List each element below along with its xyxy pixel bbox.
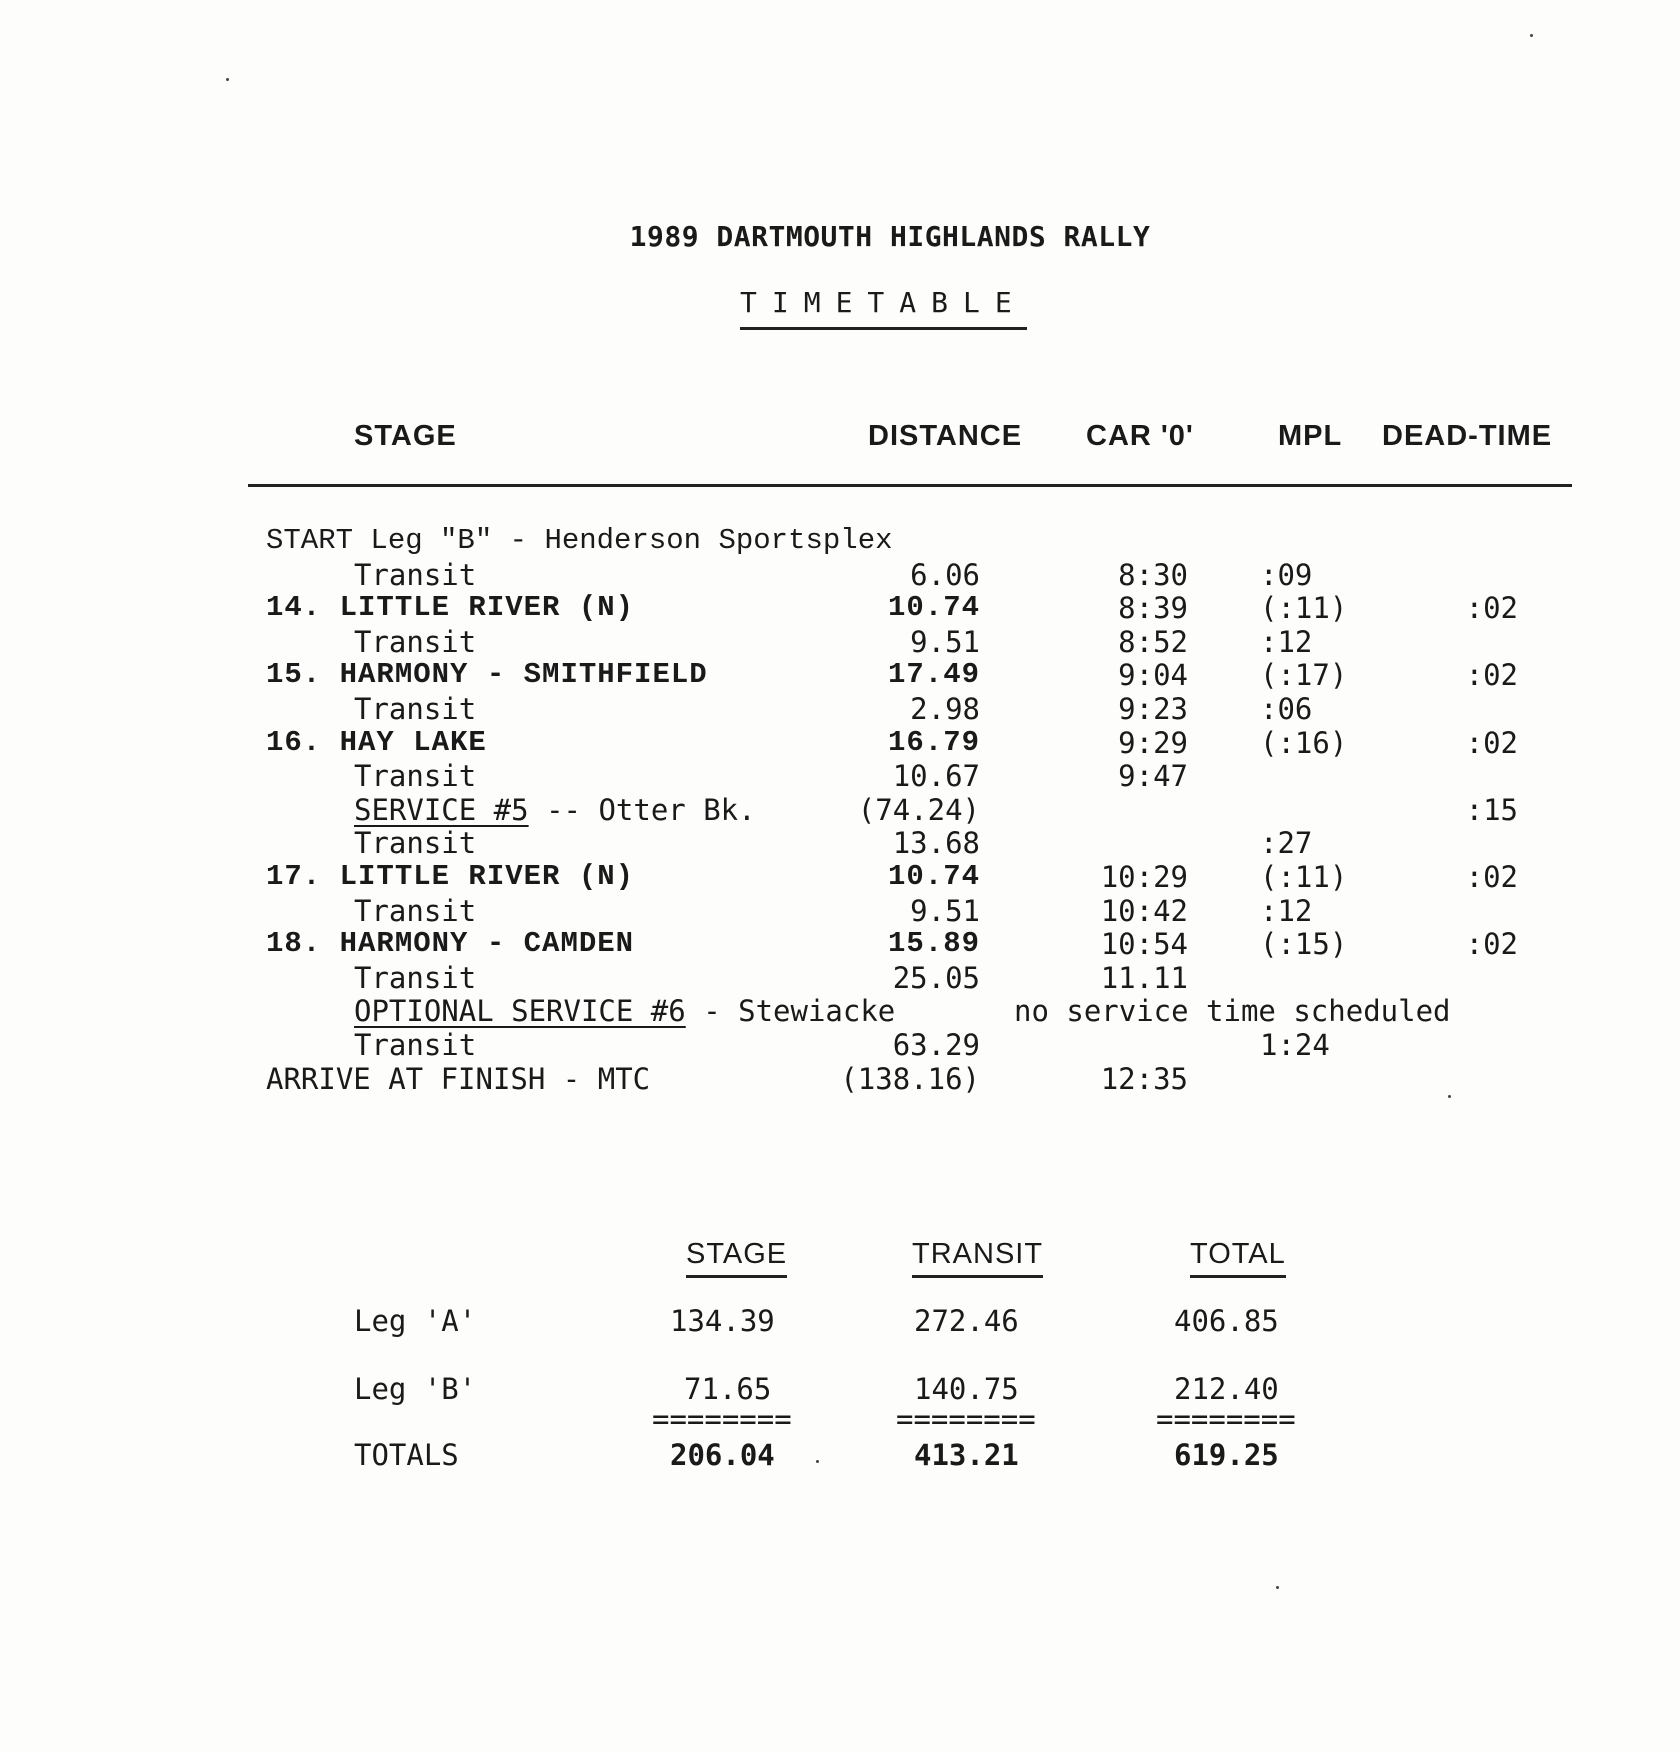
row-mpl: :06 xyxy=(1260,692,1313,726)
table-row xyxy=(0,658,1680,692)
summary-leg-a-transit: 272.46 xyxy=(914,1304,1019,1338)
row-dead-time: :02 xyxy=(1465,927,1518,961)
row-car0-time: 9:29 xyxy=(1118,726,1188,760)
col-header-dead-time: DEAD-TIME xyxy=(1382,420,1553,452)
service-label: SERVICE #5 xyxy=(354,793,529,827)
row-stage-name: 16. HAY LAKE xyxy=(266,726,487,759)
row-dead-time: :02 xyxy=(1465,591,1518,625)
row-mpl: :12 xyxy=(1260,625,1313,659)
row-stage-name: 17. LITTLE RIVER (N) xyxy=(266,860,635,893)
row-car0-time: 9:04 xyxy=(1118,658,1188,692)
row-distance: 10.74 xyxy=(887,591,980,624)
table-row xyxy=(0,524,1680,558)
row-car0-time: 8:30 xyxy=(1118,558,1188,592)
service-location: - Stewiacke xyxy=(685,994,896,1028)
col-header-mpl: MPL xyxy=(1278,420,1343,452)
table-row xyxy=(0,860,1680,894)
table-row xyxy=(0,826,1680,860)
row-mpl: :12 xyxy=(1260,894,1313,928)
summary-leg-a-total: 406.85 xyxy=(1174,1304,1279,1338)
row-distance: 10.67 xyxy=(892,759,980,793)
table-row xyxy=(0,1062,1680,1096)
row-stage-name: ARRIVE AT FINISH - MTC xyxy=(266,1062,651,1096)
row-car0-time: 10:54 xyxy=(1100,927,1188,961)
row-distance: (138.16) xyxy=(840,1062,980,1096)
header-rule xyxy=(248,484,1572,487)
row-distance: 63.29 xyxy=(892,1028,980,1062)
row-dead-time: :02 xyxy=(1465,658,1518,692)
table-row xyxy=(0,961,1680,995)
row-stage-name: 18. HARMONY - CAMDEN xyxy=(266,927,635,960)
table-row xyxy=(0,894,1680,928)
summary-leg-b-transit: 140.75 xyxy=(914,1372,1019,1406)
table-row xyxy=(0,994,1680,1028)
table-row xyxy=(0,591,1680,625)
row-distance: 2.98 xyxy=(910,692,980,726)
scan-speck xyxy=(1276,1586,1279,1589)
row-stage-name: Transit xyxy=(354,1028,477,1062)
row-mpl: (:15) xyxy=(1260,927,1348,961)
row-mpl: (:11) xyxy=(1260,591,1348,625)
row-stage-name xyxy=(354,994,895,1028)
summary-header-total: TOTAL xyxy=(1190,1238,1286,1278)
row-distance: 16.79 xyxy=(887,726,980,759)
row-car0-time: 9:47 xyxy=(1118,759,1188,793)
row-mpl: (:16) xyxy=(1260,726,1348,760)
row-stage-name: Transit xyxy=(354,826,477,860)
row-car0-time: 12:35 xyxy=(1100,1062,1188,1096)
row-distance: 17.49 xyxy=(887,658,980,691)
scan-speck xyxy=(226,78,229,81)
summary-separator-total: ======== xyxy=(1156,1402,1296,1436)
row-dead-time: :02 xyxy=(1465,726,1518,760)
row-distance: 9.51 xyxy=(910,894,980,928)
table-row xyxy=(0,558,1680,592)
service-label: OPTIONAL SERVICE #6 xyxy=(354,994,686,1028)
row-distance: (74.24) xyxy=(857,793,980,827)
summary-leg-b-label: Leg 'B' xyxy=(354,1372,477,1406)
row-mpl: (:17) xyxy=(1260,658,1348,692)
col-header-distance: DISTANCE xyxy=(868,420,1023,452)
scan-speck xyxy=(1530,34,1533,37)
table-row xyxy=(0,759,1680,793)
scan-speck xyxy=(816,1460,819,1463)
summary-header-transit: TRANSIT xyxy=(912,1238,1043,1278)
row-distance: 9.51 xyxy=(910,625,980,659)
row-stage-name: Transit xyxy=(354,894,477,928)
summary-leg-b-total: 212.40 xyxy=(1174,1372,1279,1406)
summary-leg-a-label: Leg 'A' xyxy=(354,1304,477,1338)
row-car0-time: 10:29 xyxy=(1100,860,1188,894)
summary-leg-a-stage: 134.39 xyxy=(670,1304,775,1338)
table-row xyxy=(0,726,1680,760)
row-mpl: (:11) xyxy=(1260,860,1348,894)
summary-totals-total: 619.25 xyxy=(1174,1438,1279,1472)
col-header-stage: STAGE xyxy=(354,420,457,452)
table-row xyxy=(0,793,1680,827)
table-row xyxy=(0,692,1680,726)
row-car0-time: 10:42 xyxy=(1100,894,1188,928)
row-distance: 6.06 xyxy=(910,558,980,592)
col-header-car0: CAR '0' xyxy=(1086,420,1194,452)
table-row xyxy=(0,927,1680,961)
row-stage-name: START Leg "B" - Henderson Sportsplex xyxy=(266,524,893,557)
row-car0-time: 11.11 xyxy=(1100,961,1188,995)
table-row xyxy=(0,625,1680,659)
row-distance: 13.68 xyxy=(892,826,980,860)
row-distance: 15.89 xyxy=(887,927,980,960)
row-stage-name xyxy=(354,793,756,827)
row-car0-time: 9:23 xyxy=(1118,692,1188,726)
service-location: -- Otter Bk. xyxy=(528,793,756,827)
row-stage-name: Transit xyxy=(354,558,477,592)
row-stage-name: 14. LITTLE RIVER (N) xyxy=(266,591,635,624)
row-dead-time: :02 xyxy=(1465,860,1518,894)
summary-header-stage: STAGE xyxy=(686,1238,787,1278)
row-mpl: :09 xyxy=(1260,558,1313,592)
row-car0-time: 8:39 xyxy=(1118,591,1188,625)
row-distance: 25.05 xyxy=(892,961,980,995)
table-row xyxy=(0,1028,1680,1062)
row-stage-name: Transit xyxy=(354,961,477,995)
row-stage-name: 15. HARMONY - SMITHFIELD xyxy=(266,658,708,691)
row-note: no service time scheduled xyxy=(1014,994,1451,1028)
summary-leg-b-stage: 71.65 xyxy=(684,1372,772,1406)
summary-separator-stage: ======== xyxy=(652,1402,792,1436)
scan-speck xyxy=(1448,1095,1451,1098)
row-stage-name: Transit xyxy=(354,759,477,793)
row-stage-name: Transit xyxy=(354,625,477,659)
row-distance: 10.74 xyxy=(887,860,980,893)
row-car0-time: 8:52 xyxy=(1118,625,1188,659)
summary-separator-transit: ======== xyxy=(896,1402,1036,1436)
summary-totals-label: TOTALS xyxy=(354,1438,459,1472)
summary-totals-stage: 206.04 xyxy=(670,1438,775,1472)
row-mpl: :27 xyxy=(1260,826,1313,860)
row-dead-time: :15 xyxy=(1465,793,1518,827)
document-title: 1989 DARTMOUTH HIGHLANDS RALLY xyxy=(629,220,1151,253)
document-subtitle: TIMETABLE xyxy=(740,286,1027,330)
row-mpl: 1:24 xyxy=(1260,1028,1330,1062)
summary-totals-transit: 413.21 xyxy=(914,1438,1019,1472)
row-stage-name: Transit xyxy=(354,692,477,726)
